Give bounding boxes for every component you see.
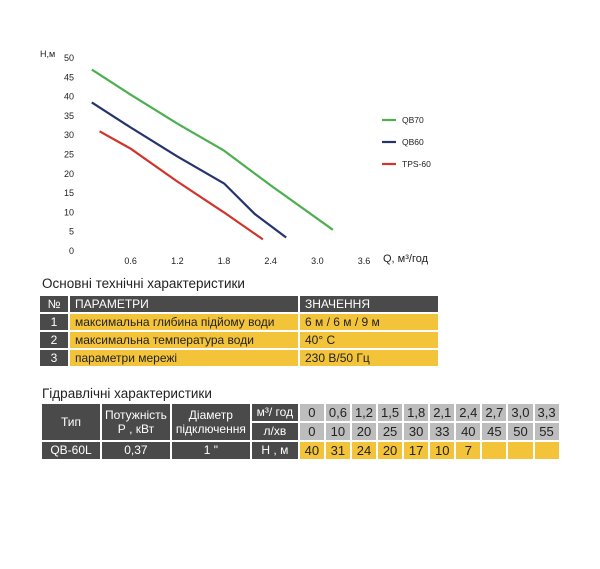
diameter-cell: 1 " [172,442,250,459]
legend [382,115,431,169]
lh-cell: 20 [352,423,376,440]
y-axis-ticks [64,53,74,256]
lh-cell: 45 [482,423,506,440]
unit-h: Н , м [252,442,298,459]
y-tick-label: 10 [63,207,74,218]
h-cell [482,442,506,459]
lh-cell: 10 [326,423,350,440]
q-cell: 2,4 [456,404,480,421]
x-tick-label: 1.2 [171,256,184,266]
y-tick-label: 35 [63,110,74,121]
q-cell: 0,6 [326,404,350,421]
hydraulic-table [40,402,561,461]
x-tick-label: 2.4 [264,256,277,266]
y-tick-label: 50 [63,53,74,63]
x-tick-label: 1.8 [217,256,231,266]
tech-row [40,350,438,366]
q-cell: 1,2 [352,404,376,421]
x-tick-label: 3.0 [311,256,324,266]
h-cell: 10 [430,442,454,459]
tech-row [40,314,438,330]
h-cell: 17 [404,442,428,459]
x-axis-label: Q, м³/год [383,253,429,265]
row-value: 230 В/50 Гц [300,350,438,366]
diameter-header [172,404,250,440]
x-tick-label: 0.6 [124,256,137,266]
x-axis-ticks [124,256,370,266]
y-tick-label: 40 [63,91,74,102]
power-cell: 0,37 [102,442,170,459]
row-no: 2 [40,332,68,348]
h-cell: 24 [352,442,376,459]
q-cell: 1,8 [404,404,428,421]
h-cell: 7 [456,442,480,459]
unit-q: м³/ год [252,404,298,421]
lh-cell: 33 [430,423,454,440]
row-value: 6 м / 6 м / 9 м [300,314,438,330]
y-tick-label: 20 [63,168,74,179]
lh-cell: 0 [300,423,324,440]
head-flow-chart [0,0,600,275]
header-params: ПАРАМЕТРИ [70,296,298,312]
h-cell: 31 [326,442,350,459]
type-header: Тип [42,404,100,440]
h-cell: 40 [300,442,324,459]
hyd-title: Гідравлічні характеристики [42,386,212,401]
header-no: № [40,296,68,312]
tech-header-row [40,296,438,312]
power-header-line2: Р , кВт [117,422,155,436]
header-values: ЗНАЧЕННЯ [300,296,438,312]
diameter-header-line2: підключення [175,422,246,436]
q-cell: 3,3 [535,404,559,421]
q-cell: 2,7 [482,404,506,421]
lh-cell: 40 [456,423,480,440]
q-cell: 3,0 [508,404,532,421]
y-tick-label: 45 [63,72,74,83]
series-line-tps-60 [100,131,263,239]
h-cell [535,442,559,459]
row-value: 40° С [300,332,438,348]
tech-row [40,332,438,348]
y-tick-label: 15 [63,188,74,199]
y-axis-label: H,м [40,49,56,59]
row-no: 3 [40,350,68,366]
power-header-line1: Потужність [105,408,167,422]
y-tick-label: 5 [68,226,74,237]
diameter-header-line1: Діаметр [188,408,233,422]
row-param: максимальна глибина підйому води [70,314,298,330]
h-cell: 20 [378,442,402,459]
q-cell: 0 [300,404,324,421]
q-cell: 2,1 [430,404,454,421]
lh-cell: 25 [378,423,402,440]
legend-label: TPS-60 [402,159,431,169]
x-tick-label: 3.6 [357,256,371,266]
model-cell: QB-60L [42,442,100,459]
power-header [102,404,170,440]
row-param: параметри мережі [70,350,298,366]
y-tick-label: 30 [63,130,74,141]
series-line-qb60 [92,102,286,237]
h-cell [508,442,532,459]
row-param: максимальна температура води [70,332,298,348]
hyd-row-model [42,442,559,459]
lh-cell: 55 [535,423,559,440]
series-lines [92,70,333,240]
y-tick-label: 0 [68,246,74,256]
y-tick-label: 25 [63,149,74,160]
hyd-row-q [42,404,559,421]
legend-label: QB60 [402,137,424,147]
lh-cell: 30 [404,423,428,440]
lh-cell: 50 [508,423,532,440]
unit-lh: л/хв [252,423,298,440]
legend-label: QB70 [402,115,424,125]
tech-title: Основні технічні характеристики [42,276,245,291]
tech-table [38,294,440,368]
q-cell: 1,5 [378,404,402,421]
row-no: 1 [40,314,68,330]
